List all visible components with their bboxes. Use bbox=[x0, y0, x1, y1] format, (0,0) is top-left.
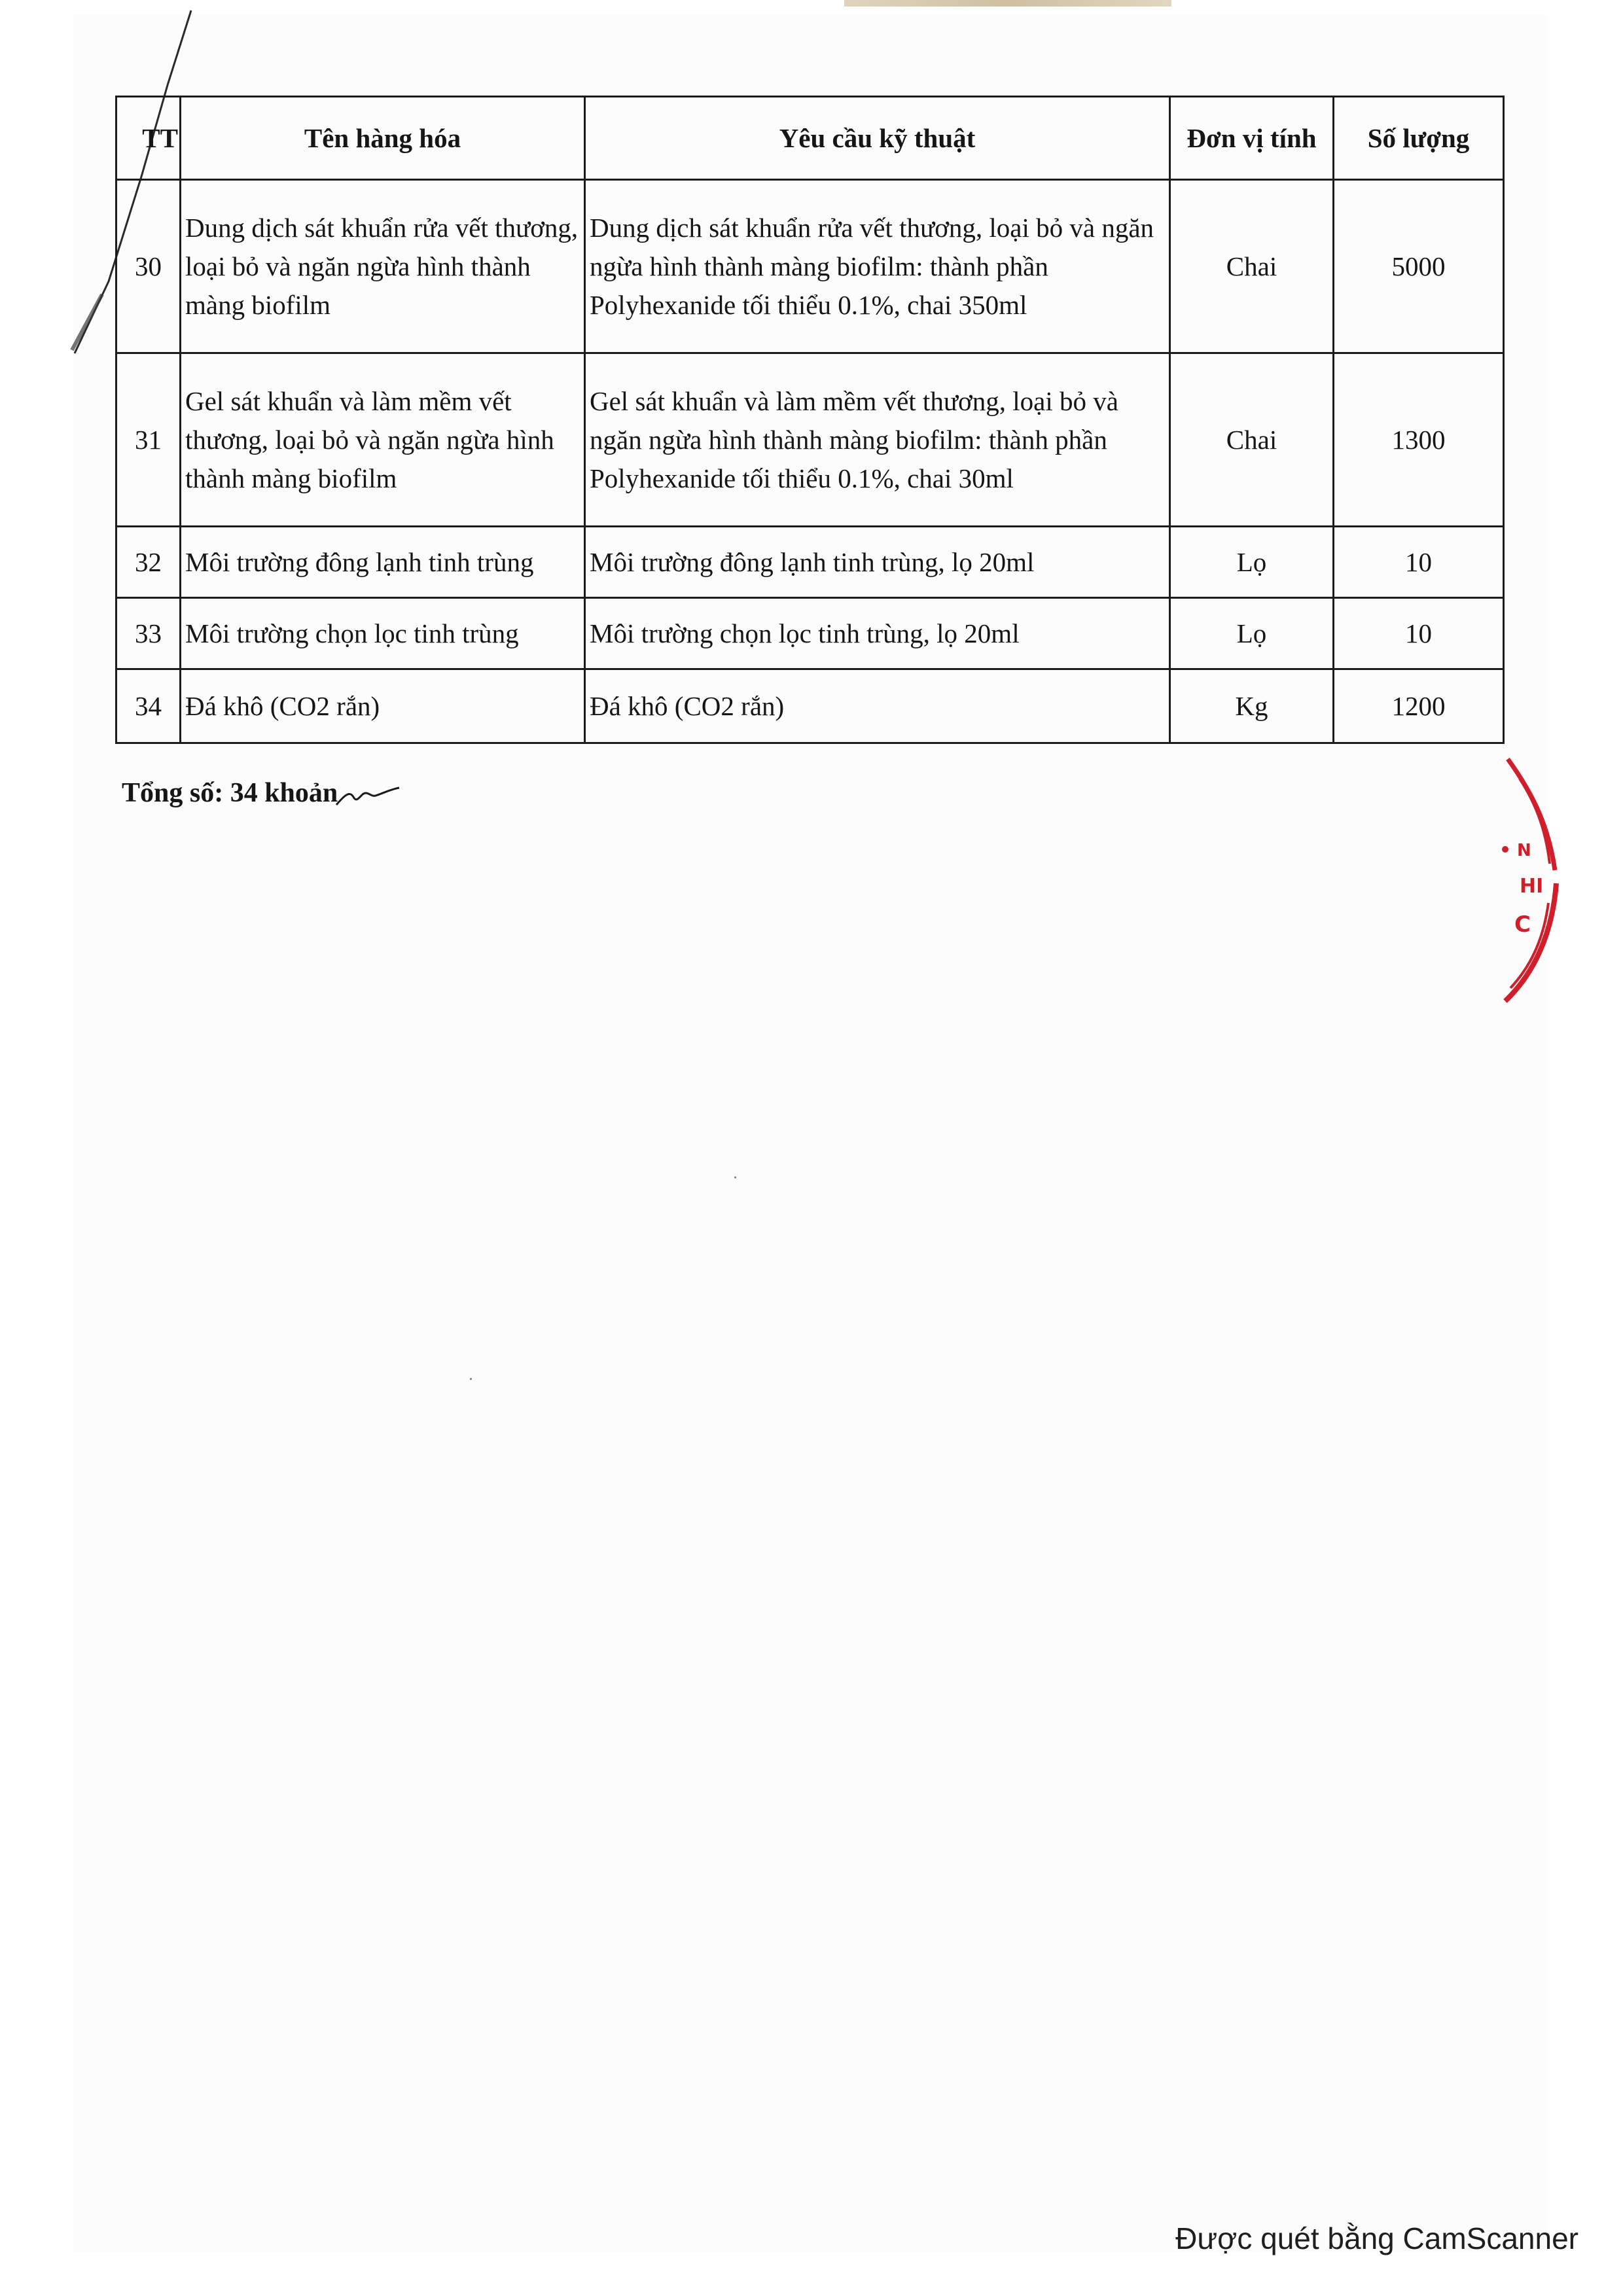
cell-spec: Môi trường đông lạnh tinh trùng, lọ 20ml bbox=[585, 527, 1170, 598]
table-row bbox=[116, 527, 1504, 598]
cell-unit: Chai bbox=[1170, 353, 1334, 527]
cell-name: Đá khô (CO2 rắn) bbox=[181, 669, 585, 743]
table-header-row bbox=[116, 97, 1504, 180]
cell-name: Gel sát khuẩn và làm mềm vết thương, loại bỏ và ngăn ngừa hình thành màng biofilm bbox=[181, 353, 585, 527]
cell-qty: 1300 bbox=[1334, 353, 1504, 527]
header-stt: TT bbox=[116, 97, 181, 180]
cell-name: Môi trường đông lạnh tinh trùng bbox=[181, 527, 585, 598]
cell-unit: Lọ bbox=[1170, 598, 1334, 669]
cell-qty: 10 bbox=[1334, 598, 1504, 669]
table-row bbox=[116, 180, 1504, 353]
cell-qty: 1200 bbox=[1334, 669, 1504, 743]
cell-stt: 34 bbox=[116, 669, 181, 743]
stamp-letter: HI bbox=[1520, 875, 1544, 898]
table-row bbox=[116, 669, 1504, 743]
cell-stt: 32 bbox=[116, 527, 181, 598]
header-unit: Đơn vị tính bbox=[1170, 97, 1334, 180]
cell-stt: 30 bbox=[116, 180, 181, 353]
cell-spec: Đá khô (CO2 rắn) bbox=[585, 669, 1170, 743]
scan-speck bbox=[470, 1378, 472, 1380]
cell-spec: Môi trường chọn lọc tinh trùng, lọ 20ml bbox=[585, 598, 1170, 669]
cell-stt: 33 bbox=[116, 598, 181, 669]
cell-qty: 5000 bbox=[1334, 180, 1504, 353]
initials-signature bbox=[335, 783, 401, 809]
cell-stt: 31 bbox=[116, 353, 181, 527]
goods-table bbox=[115, 96, 1505, 744]
cell-name: Dung dịch sát khuẩn rửa vết thương, loại bỏ và ngăn ngừa hình thành màng biofilm bbox=[181, 180, 585, 353]
header-spec: Yêu cầu kỹ thuật bbox=[585, 97, 1170, 180]
top-edge-strip bbox=[844, 0, 1171, 7]
cell-unit: Lọ bbox=[1170, 527, 1334, 598]
table-row bbox=[116, 598, 1504, 669]
cell-unit: Chai bbox=[1170, 180, 1334, 353]
total-count: Tổng số: 34 khoản bbox=[122, 778, 338, 808]
cell-spec: Gel sát khuẩn và làm mềm vết thương, loại bỏ và ngăn ngừa hình thành màng biofilm: thành phần Polyhexanide tối thiểu 0.1%, chai 30ml bbox=[585, 353, 1170, 527]
header-qty: Số lượng bbox=[1334, 97, 1504, 180]
stamp-letter: N bbox=[1517, 841, 1531, 860]
cell-qty: 10 bbox=[1334, 527, 1504, 598]
scan-speck bbox=[734, 1176, 736, 1178]
cell-spec: Dung dịch sát khuẩn rửa vết thương, loại bỏ và ngăn ngừa hình thành màng biofilm: thành phần Polyhexanide tối thiểu 0.1%, chai 350ml bbox=[585, 180, 1170, 353]
camscanner-watermark: Được quét bằng CamScanner bbox=[1175, 2221, 1578, 2255]
header-name: Tên hàng hóa bbox=[181, 97, 585, 180]
stamp-letter: C bbox=[1514, 911, 1531, 938]
cell-name: Môi trường chọn lọc tinh trùng bbox=[181, 598, 585, 669]
cell-unit: Kg bbox=[1170, 669, 1334, 743]
red-stamp-fragment bbox=[1493, 752, 1559, 1014]
table-row bbox=[116, 353, 1504, 527]
